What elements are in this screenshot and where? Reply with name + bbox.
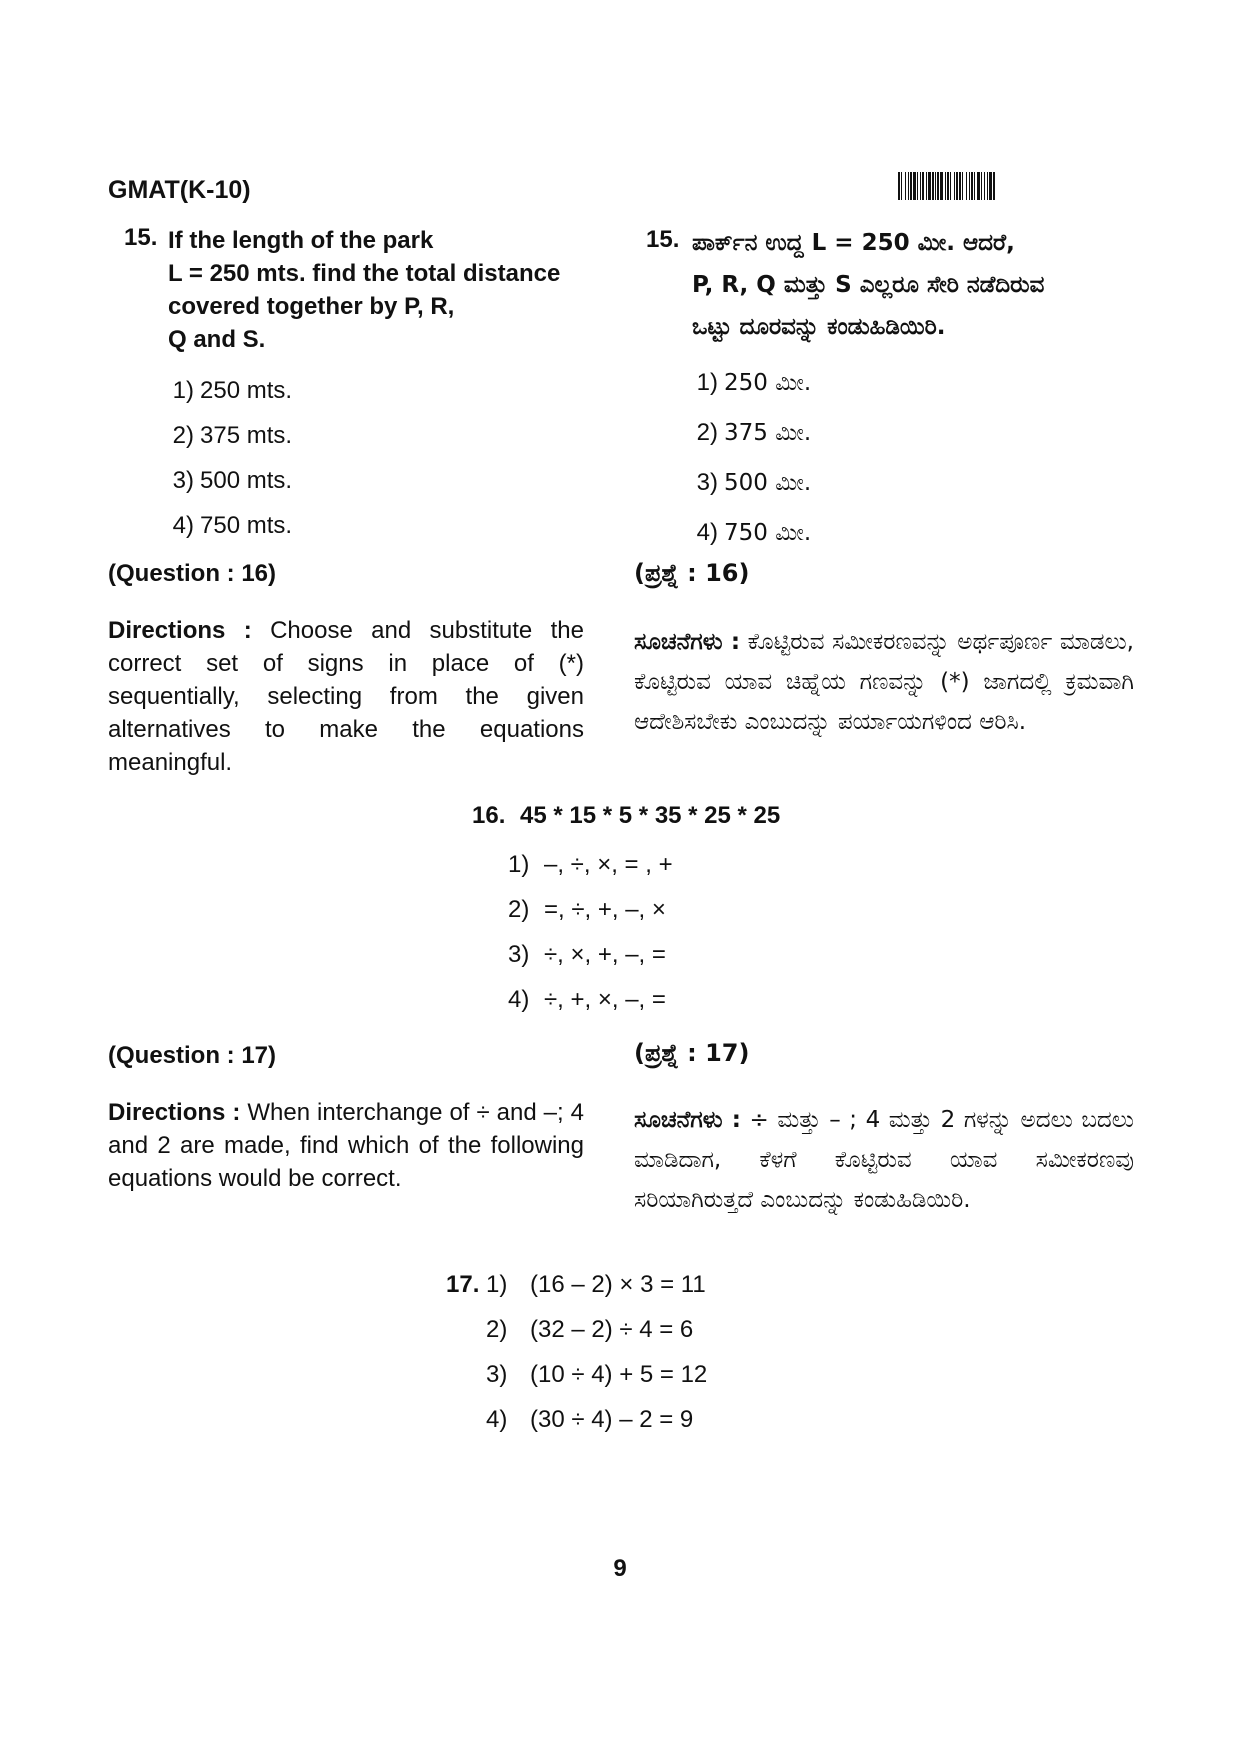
q16-options [508, 842, 673, 1022]
q16-kn-directions-label: ಸೂಚನೆಗಳು : [634, 629, 741, 655]
q15-kn-line: P, R, Q ಮತ್ತು S ಎಲ್ಲರೂ ಸೇರಿ ನಡೆದಿರುವ [692, 272, 1045, 298]
q17-directions-kn [634, 1100, 1134, 1220]
q17-number: 17. [446, 1271, 480, 1298]
q17-directions-label: Directions : [108, 1099, 241, 1126]
q16-kn-directions-text: ಕೊಟ್ಟಿರುವ ಸಮೀಕರಣವನ್ನು ಅರ್ಥಪೂರ್ಣ ಮಾಡಲು, ಕೊಟ್ಟಿರುವ ಯಾವ ಚಿಹ್ನೆಯ ಗಣವನ್ನು (*) ಜಾಗದಲ್ಲಿ ಕ್ರಮವಾಗಿ ಆದೇಶಿಸಬೇಕು ಎಂಬುದನ್ನು ಪರ್ಯಾಯಗಳಿಂದ ಆರಿಸಿ. [634, 629, 1134, 735]
q16-option-1: 1) –, ÷, ×, = , + [508, 851, 673, 878]
q15-kn-option-1: 1) 250 ಮೀ. [696, 369, 812, 396]
q17-directions-text: When interchange of ÷ and –; 4 and 2 are made, find which of the following equations would be correct. [108, 1099, 585, 1192]
q16-option-4: 4) ÷, +, ×, –, = [508, 986, 666, 1013]
q16-option-3: 3) ÷, ×, +, –, = [508, 941, 666, 968]
q15-kn-option-2: 2) 375 ಮೀ. [696, 419, 812, 446]
q15-kn-line: ಒಟ್ಟು ದೂರವನ್ನು ಕಂಡುಹಿಡಿಯಿರಿ. [692, 314, 946, 340]
q17-option-1: 17. 1) (16 – 2) × 3 = 11 [446, 1262, 707, 1307]
q15-question-text [168, 224, 588, 356]
q17-option-3: 3) (10 ÷ 4) + 5 = 12 [486, 1361, 708, 1388]
q15-kn-option-3: 3) 500 ಮೀ. [696, 469, 812, 496]
q17-directions-en [108, 1096, 584, 1195]
q17-kn-directions-label: ಸೂಚನೆಗಳು : [634, 1107, 741, 1133]
q17-kn-directions-text: ÷ ಮತ್ತು – ; 4 ಮತ್ತು 2 ಗಳನ್ನು ಅದಲು ಬದಲು ಮಾಡಿದಾಗ, ಕೆಳಗೆ ಕೊಟ್ಟಿರುವ ಯಾವ ಸಮೀಕರಣವು ಸರಿಯಾಗಿರುತ್ತದೆ ಎಂಬುದನ್ನು ಕಂಡುಹಿಡಿಯಿರಿ. [634, 1107, 1134, 1213]
q16-heading-en: (Question : 16) [108, 560, 277, 587]
q15-kn-number: 15. [646, 226, 680, 253]
q16-directions-text: Choose and substitute the correct set of signs in place of (*) sequentially, selecting from the given alternatives to make the equations meaningful. [108, 617, 584, 776]
q17-options [446, 1262, 707, 1442]
q15-option-2: 2) 375 mts. [172, 422, 293, 449]
q16-heading-kn: (ಪ್ರಶ್ನೆ : 16) [634, 559, 750, 587]
exam-code: GMAT(K-10) [108, 176, 251, 204]
q15-number: 15. [124, 224, 158, 251]
q15-line: Q and S. [168, 326, 266, 353]
q17-option-2: 2) (32 – 2) ÷ 4 = 6 [486, 1316, 694, 1343]
q16-directions-en [108, 614, 584, 779]
q16-directions-kn [634, 622, 1134, 742]
q16-expression: 45 * 15 * 5 * 35 * 25 * 25 [520, 802, 781, 829]
q15-kannada [646, 222, 1141, 558]
q16-number: 16. [472, 802, 506, 829]
q16-option-2: 2) =, ÷, +, –, × [508, 896, 666, 923]
q17-heading-en: (Question : 17) [108, 1042, 277, 1069]
q15-option-4: 4) 750 mts. [172, 512, 293, 539]
q15-kn-question-text [692, 222, 1141, 348]
q15-kn-options [646, 358, 1141, 558]
q16-directions-label: Directions : [108, 617, 252, 644]
q15-option-3: 3) 500 mts. [172, 467, 293, 494]
page-number: 9 [613, 1555, 627, 1582]
q15-line: covered together by P, R, [168, 293, 455, 320]
q15-line: L = 250 mts. find the total distance [168, 260, 561, 287]
q15-option-1: 1) 250 mts. [172, 377, 293, 404]
q15-options [108, 368, 588, 548]
q17-option-4: 4) (30 ÷ 4) – 2 = 9 [486, 1406, 694, 1433]
q16-question [472, 802, 780, 830]
q15-kn-line: ಪಾರ್ಕ್‌ನ ಉದ್ದ L = 250 ಮೀ. ಆದರೆ, [692, 230, 1015, 256]
q15-line: If the length of the park [168, 227, 434, 254]
q17-heading-kn: (ಪ್ರಶ್ನೆ : 17) [634, 1039, 750, 1067]
q15-kn-option-4: 4) 750 ಮೀ. [696, 519, 812, 546]
barcode [898, 172, 1110, 200]
q15-english [108, 224, 588, 548]
